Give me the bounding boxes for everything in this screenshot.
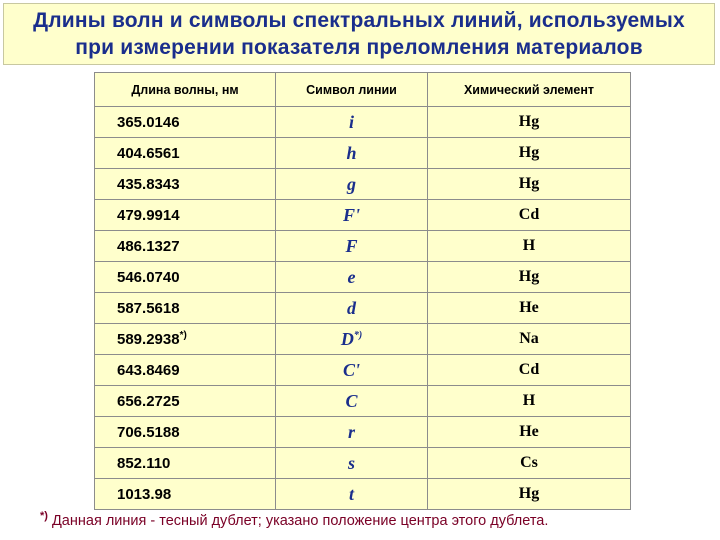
wavelength-cell — [95, 138, 276, 169]
wavelength-value: 479.9914 — [117, 206, 180, 224]
line-symbol: i — [348, 111, 354, 132]
table-row — [95, 324, 631, 355]
element-cell: Hg — [428, 262, 631, 293]
page-title-line-1: Длины волн и символы спектральных линий, используемых — [33, 9, 685, 32]
symbol-cell — [276, 200, 428, 231]
wavelength-cell — [95, 417, 276, 448]
line-symbol: r — [347, 421, 355, 442]
line-symbol: D — [340, 328, 354, 349]
symbol-cell — [276, 107, 428, 138]
footnote-text: Данная линия - тесный дублет; указано положение центра этого дублета. — [47, 512, 549, 529]
line-symbol: t — [348, 483, 354, 504]
element-cell: He — [428, 293, 631, 324]
line-symbol: e — [347, 266, 356, 287]
line-symbol: h — [346, 142, 357, 163]
symbol-cell — [276, 231, 428, 262]
table-row — [95, 448, 631, 479]
wavelength-value: 852.110 — [117, 454, 171, 472]
wavelength-cell — [95, 200, 276, 231]
element-cell: Hg — [428, 479, 631, 510]
table-row — [95, 169, 631, 200]
wavelength-value: 435.8343 — [117, 175, 180, 193]
wavelength-cell — [95, 386, 276, 417]
symbol-cell — [276, 138, 428, 169]
page-title-line-2: при измерении показателя преломления материалов — [75, 36, 643, 59]
line-symbol: C — [345, 390, 358, 411]
symbol-cell — [276, 324, 428, 355]
spectral-lines-table — [94, 72, 631, 510]
column-header-element: Химический элемент — [428, 73, 631, 107]
table-row — [95, 479, 631, 510]
footnote-ref-mark: *) — [179, 329, 187, 341]
wavelength-value: 546.0740 — [117, 268, 180, 286]
table-row — [95, 293, 631, 324]
element-cell: H — [428, 231, 631, 262]
wavelength-cell — [95, 479, 276, 510]
wavelength-value: 404.6561 — [117, 144, 180, 162]
table-row — [95, 107, 631, 138]
line-symbol: d — [347, 297, 356, 318]
table-header-row — [95, 73, 631, 107]
table-row — [95, 231, 631, 262]
wavelength-value: 365.0146 — [117, 113, 180, 131]
element-cell: Cd — [428, 355, 631, 386]
element-cell: Hg — [428, 107, 631, 138]
wavelength-cell — [95, 355, 276, 386]
table-row — [95, 355, 631, 386]
symbol-cell — [276, 355, 428, 386]
table-body — [95, 107, 631, 510]
line-symbol: F — [345, 235, 358, 256]
table-row — [95, 417, 631, 448]
element-cell: Cd — [428, 200, 631, 231]
element-cell: H — [428, 386, 631, 417]
wavelength-value: 486.1327 — [117, 237, 180, 255]
table-row — [95, 262, 631, 293]
table-row — [95, 200, 631, 231]
line-symbol: F' — [342, 204, 360, 225]
footnote-ref-mark: *) — [353, 329, 363, 341]
footnote-mark: *) — [40, 510, 48, 522]
wavelength-cell — [95, 324, 276, 355]
element-cell: Hg — [428, 169, 631, 200]
wavelength-value: 643.8469 — [117, 361, 180, 379]
title-banner — [3, 3, 715, 65]
element-cell: Na — [428, 324, 631, 355]
wavelength-cell — [95, 169, 276, 200]
element-cell: Cs — [428, 448, 631, 479]
symbol-cell — [276, 386, 428, 417]
wavelength-cell — [95, 448, 276, 479]
symbol-cell — [276, 448, 428, 479]
column-header-wavelength: Длина волны, нм — [95, 73, 276, 107]
symbol-cell — [276, 293, 428, 324]
wavelength-cell — [95, 231, 276, 262]
wavelength-value: 589.2938 — [117, 330, 180, 348]
footnote — [40, 510, 548, 529]
wavelength-cell — [95, 262, 276, 293]
wavelength-value: 656.2725 — [117, 392, 180, 410]
wavelength-cell — [95, 107, 276, 138]
wavelength-value: 706.5188 — [117, 423, 180, 441]
symbol-cell — [276, 479, 428, 510]
element-cell: Hg — [428, 138, 631, 169]
symbol-cell — [276, 417, 428, 448]
wavelength-value: 587.5618 — [117, 299, 180, 317]
table-row — [95, 386, 631, 417]
table-row — [95, 138, 631, 169]
wavelength-value: 1013.98 — [117, 485, 172, 503]
line-symbol: s — [347, 452, 355, 473]
column-header-symbol: Символ линии — [276, 73, 428, 107]
symbol-cell — [276, 262, 428, 293]
wavelength-cell — [95, 293, 276, 324]
symbol-cell — [276, 169, 428, 200]
element-cell: He — [428, 417, 631, 448]
line-symbol: C' — [342, 359, 360, 380]
line-symbol: g — [347, 173, 356, 194]
